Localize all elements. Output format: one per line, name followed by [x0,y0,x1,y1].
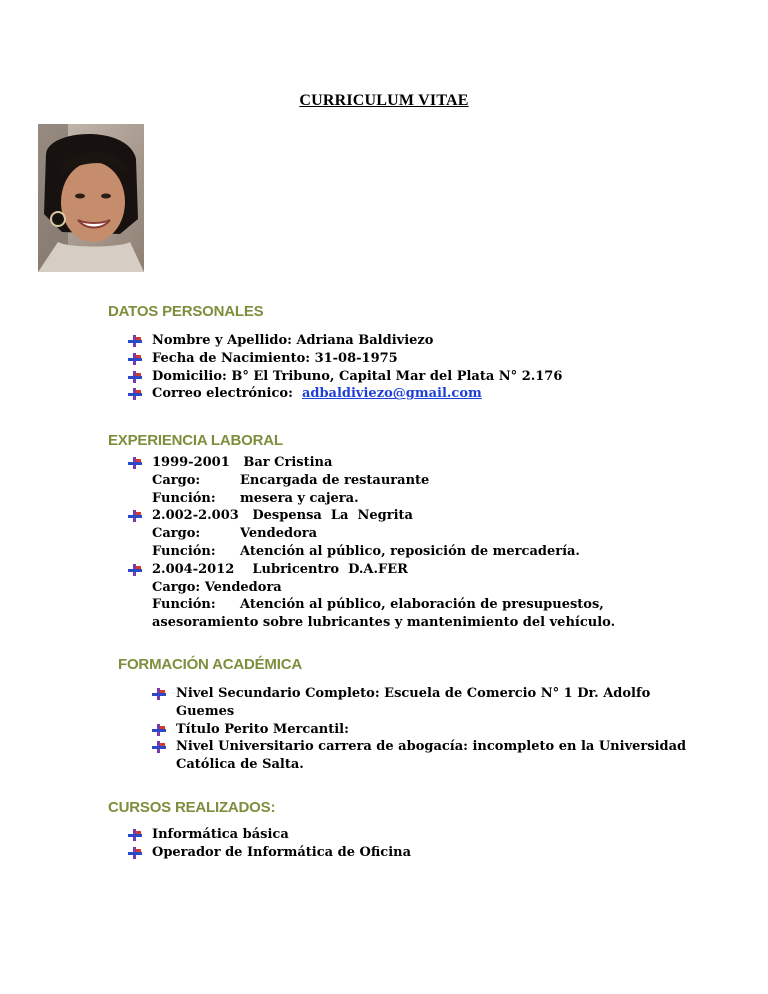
portrait-photo [38,124,144,272]
cargo-label: Cargo: [152,526,201,542]
job-title: 1999-2001 Bar Cristina [152,455,333,470]
list-item [128,844,411,862]
job-cargo: Cargo: Vendedora [152,579,282,595]
formacion-line: Título Perito Mercantil: [176,721,349,737]
job-funcion [152,596,615,614]
bullet-icon [152,741,166,753]
list-item [128,385,562,403]
section-datos-personales: DATOS PERSONALES [108,303,264,320]
fecha-text: Fecha de Nacimiento: 31-08-1975 [152,350,398,366]
curso-text: Informática básica [152,827,289,842]
list-item [152,685,686,721]
job-item [128,454,615,507]
job-cargo [152,472,615,490]
nombre-text: Nombre y Apellido: Adriana Baldiviezo [152,333,434,348]
bullet-icon [128,510,142,522]
correo-label: Correo electrónico: [152,386,302,402]
funcion-value: mesera y cajera. [240,490,359,506]
funcion-continuation: asesoramiento sobre lubricantes y mantenimiento del vehículo. [152,615,616,631]
email-link[interactable]: adbaldiviezo@gmail.com [301,386,482,402]
formacion-list [152,685,686,774]
curso-text: Operador de Informática de Oficina [152,844,412,860]
bullet-icon [128,371,142,383]
list-item [152,738,686,774]
funcion-label: Función: [152,490,216,506]
list-item [128,332,562,350]
formacion-line: Nivel Universitario carrera de abogacía: incompleto en la Universidad [176,739,687,755]
bullet-icon [128,335,142,347]
job-title: 2.002-2.003 Despensa La Negrita [152,508,413,524]
list-item [152,721,686,739]
section-experiencia-laboral: EXPERIENCIA LABORAL [108,432,283,449]
job-funcion [152,490,615,508]
list-item [128,350,562,368]
page-title: CURRICULUM VITAE [299,92,469,109]
cargo-label: Cargo: [152,472,201,488]
funcion-label: Función: [152,543,216,559]
cargo-value: Vendedora [240,526,318,542]
funcion-value: Atención al público, reposición de mercadería. [240,543,580,559]
job-item [128,561,615,632]
bullet-icon [128,353,142,365]
bullet-icon [128,847,142,859]
section-cursos-realizados: CURSOS REALIZADOS: [108,799,276,816]
cargo-value: Encargada de restaurante [240,472,430,488]
cursos-list [128,826,411,862]
section-formacion-academica: FORMACIÓN ACADÉMICA [118,656,302,673]
experiencia-list [128,454,615,632]
list-item [128,368,562,386]
bullet-icon [128,388,142,400]
portrait-illustration [38,124,144,272]
job-item [128,507,615,560]
bullet-icon [128,829,142,841]
funcion-value: Atención al público, elaboración de presupuestos, [240,597,604,613]
job-title: 2.004-2012 Lubricentro D.A.FER [152,561,408,577]
formacion-line: Nivel Secundario Completo: Escuela de Comercio N° 1 Dr. Adolfo [176,686,651,701]
funcion-label: Función: [152,597,216,613]
list-item [128,826,411,844]
job-funcion [152,543,615,561]
bullet-icon [128,564,142,576]
formacion-line: Católica de Salta. [176,757,304,773]
bullet-icon [128,457,142,469]
job-cargo [152,525,615,543]
datos-list [128,332,562,403]
bullet-icon [152,724,166,736]
domicilio-text: Domicilio: B° El Tribuno, Capital Mar del Plata N° 2.176 [152,368,563,384]
bullet-icon [152,688,166,700]
formacion-line: Guemes [176,703,235,719]
